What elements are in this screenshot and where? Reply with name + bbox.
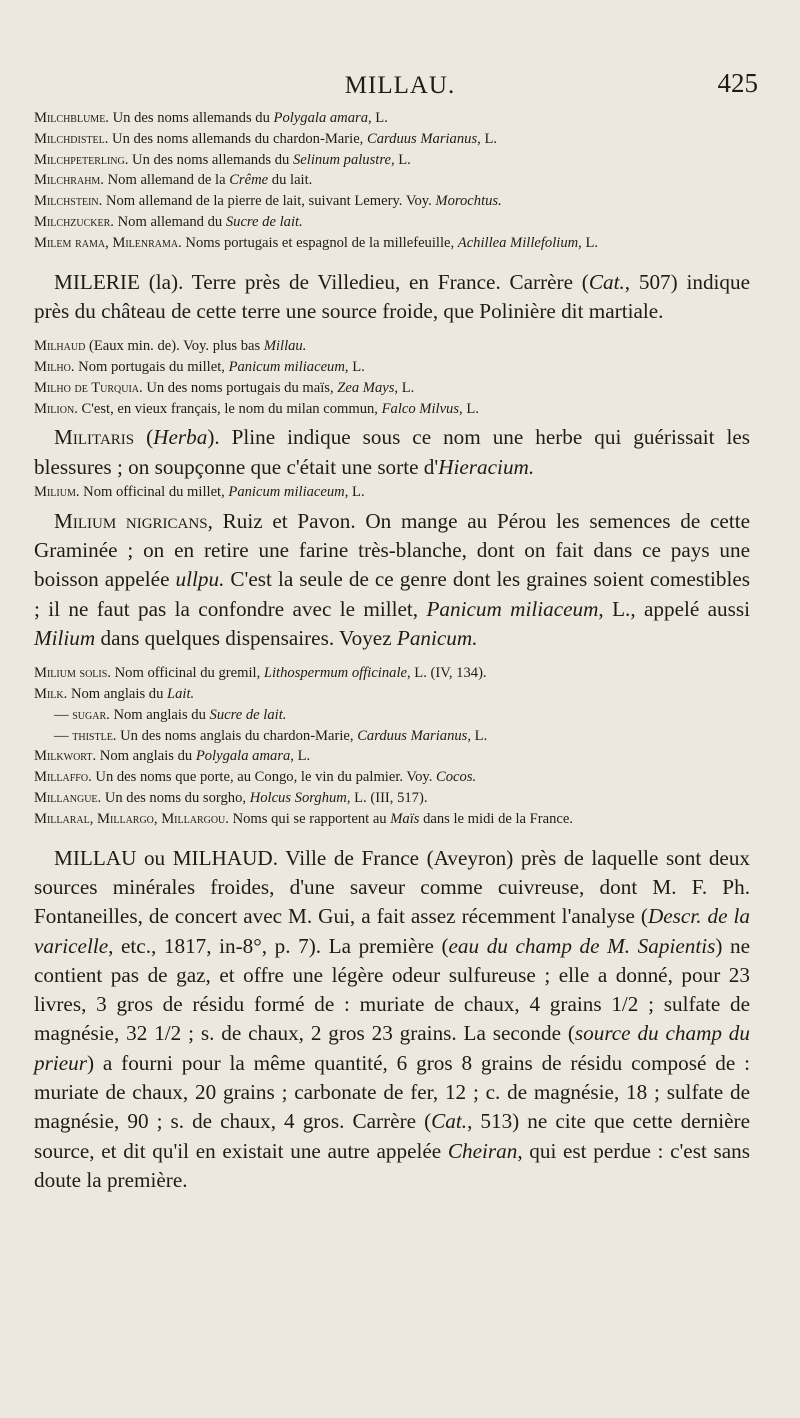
entry-milk-sugar bbox=[34, 705, 750, 726]
entry-text: Un des noms du sorgho, bbox=[101, 790, 250, 807]
headword: Milchdistel. bbox=[34, 130, 109, 147]
entry-tail: , L. bbox=[390, 151, 411, 168]
entry-text: C'est, en vieux français, le nom du milan commun, bbox=[77, 400, 382, 417]
headword: Militaris bbox=[54, 425, 135, 450]
entry-text-3: , L., appelé aussi bbox=[598, 596, 751, 621]
headword: MILLAU ou MILHAUD. bbox=[54, 845, 279, 870]
entry-text: Un des noms allemands du bbox=[108, 110, 274, 126]
entry-italic: Descr. de la varicelle bbox=[34, 904, 750, 958]
entry-milchstein bbox=[34, 191, 750, 212]
entry-italic: Carduus Marianus bbox=[366, 130, 478, 147]
headword: Milk. bbox=[34, 686, 68, 703]
entry-italic: Holcus Sorghum bbox=[249, 790, 347, 807]
entry-text-3: ) ne contient pas de gaz, et offre une légère odeur sulfureuse ; elle a donné, pour 23 livres, 3 gros de résidu formé de : muriate de chaux, 4 grains 1/2 ; sulfate de magnésie, 32 1/2 ; s. de chaux, 2 gros 23 grains. La seconde ( bbox=[34, 933, 750, 1046]
entry-italic: Achillea Millefolium bbox=[457, 234, 579, 251]
entry-text: , Ruiz et Pavon. On mange au Pérou les semences de cette Graminée ; on en retire une farine très-blanche, dont on fait dans ce pays une boisson appelée bbox=[34, 508, 750, 592]
headword: Milchblume. bbox=[34, 110, 109, 126]
entry-milium bbox=[34, 482, 750, 503]
entry-millaffo bbox=[34, 767, 750, 788]
dictionary-text bbox=[34, 108, 750, 1195]
separator-2: , bbox=[153, 810, 162, 827]
entry-milk bbox=[34, 684, 750, 705]
entry-tail: , L. bbox=[344, 483, 365, 500]
headword-2: Milenrama. bbox=[112, 234, 182, 251]
entry-text: Noms qui se rapportent au bbox=[228, 810, 391, 827]
entry-tail: , L. bbox=[344, 358, 365, 375]
entry-italic: ullpu. bbox=[175, 567, 225, 592]
entry-text: (la). Terre près de Villedieu, en France. Carrère ( bbox=[139, 269, 589, 294]
headword: Milchzucker. bbox=[34, 213, 114, 230]
entry-italic: Lait. bbox=[167, 686, 195, 703]
entry-open: ( bbox=[134, 425, 154, 450]
headword: Milion. bbox=[34, 400, 78, 417]
entry-text: Nom allemand du bbox=[113, 213, 226, 230]
entry-italic: Cocos. bbox=[436, 769, 477, 786]
entry-milem-rama bbox=[34, 233, 750, 254]
entry-millaral bbox=[34, 809, 750, 830]
headword: Millaffo. bbox=[34, 769, 92, 786]
entry-italic-3: source du champ du prieur bbox=[34, 1021, 750, 1075]
entry-italic: Herba bbox=[153, 425, 208, 450]
entry-italic-2: Panicum miliaceum bbox=[426, 596, 599, 621]
entry-text: Un des noms allemands du bbox=[128, 151, 293, 168]
entry-italic: Panicum miliaceum bbox=[228, 358, 345, 375]
entry-milho-de-turquia bbox=[34, 378, 750, 399]
entry-text: Nom anglais du bbox=[96, 748, 196, 765]
entry-tail: , L. (III, 517). bbox=[346, 790, 428, 807]
headword: Millaral bbox=[34, 810, 90, 827]
entry-milerie bbox=[34, 268, 750, 327]
entry-italic-2: Hieracium. bbox=[438, 454, 535, 479]
entry-milhaud bbox=[34, 336, 750, 357]
entry-text: . Nom anglais du bbox=[106, 706, 210, 723]
entry-text-2: , etc., 1817, in-8°, p. 7). La première ( bbox=[108, 933, 449, 958]
headword-3: Millargou. bbox=[161, 810, 229, 827]
entry-milium-solis bbox=[34, 663, 750, 684]
entry-italic: Cat. bbox=[588, 269, 625, 294]
entry-italic-4: Cat. bbox=[431, 1109, 468, 1134]
entry-tail: , L. bbox=[368, 110, 388, 126]
entry-italic: Millau. bbox=[263, 338, 307, 355]
entry-text: Nom officinal du millet, bbox=[79, 483, 229, 500]
entry-milho bbox=[34, 357, 750, 378]
headword: Milhaud bbox=[34, 338, 86, 355]
separator: , bbox=[105, 234, 113, 251]
entry-text-5: , 513) ne cite que cette dernière source, et dit qu'il en existait une autre appelée bbox=[34, 1109, 750, 1163]
entry-italic-3: Milium bbox=[34, 625, 96, 650]
entry-italic-2: eau du champ de M. Sapientis bbox=[448, 933, 716, 958]
entry-italic: Sucre de lait. bbox=[209, 706, 287, 723]
dash: — bbox=[54, 727, 73, 744]
entry-italic: Polygala amara bbox=[195, 748, 291, 765]
headword: Milchpeterling. bbox=[34, 151, 129, 168]
entry-italic: Morochtus. bbox=[435, 193, 502, 210]
entry-milchrahm bbox=[34, 170, 750, 191]
entry-italic-4: Panicum. bbox=[396, 625, 478, 650]
entry-text: Nom portugais du millet, bbox=[74, 358, 229, 375]
entry-text: Un des noms portugais du maïs, bbox=[142, 379, 338, 396]
headword: Milium. bbox=[34, 483, 80, 500]
entry-text: Un des noms allemands du chardon-Marie, bbox=[108, 130, 367, 147]
entry-millau bbox=[34, 844, 750, 1196]
separator: , bbox=[89, 810, 98, 827]
running-title: MILLAU. bbox=[344, 72, 456, 99]
entry-tail: , L. bbox=[394, 379, 415, 396]
entry-italic: Maïs bbox=[390, 810, 420, 827]
entry-text: Un des noms que porte, au Congo, le vin du palmier. Voy. bbox=[91, 769, 437, 786]
headword: MILERIE bbox=[54, 269, 140, 294]
entry-tail: , L. bbox=[477, 130, 498, 147]
entry-text: Ville de France (Aveyron) près de laquelle sont deux sources minérales froides, d'une saveur comme cuivreuse, dont M. F. Ph. Fontaneilles, de concert avec M. Gui, a fait assez récemment l'analyse ( bbox=[34, 845, 751, 929]
entry-text: ). Pline indique sous ce nom une herbe qui guérissait les blessures ; on soupçonne que c'était une sorte d' bbox=[34, 425, 750, 479]
headword: Milho. bbox=[34, 358, 75, 375]
entry-text-6: , qui est perdue : c'est sans doute la première. bbox=[34, 1138, 750, 1192]
entry-millangue bbox=[34, 788, 750, 809]
entry-milchzucker bbox=[34, 212, 750, 233]
entry-milkwort bbox=[34, 746, 750, 767]
entry-tail: , L. bbox=[467, 727, 488, 744]
entry-milchblume bbox=[34, 108, 750, 129]
entry-tail: , L. bbox=[578, 234, 599, 251]
entry-italic: Falco Milvus bbox=[381, 400, 460, 417]
entry-milk-thistle bbox=[34, 726, 750, 747]
entry-text: Nom officinal du gremil, bbox=[110, 665, 264, 682]
entry-text: Nom allemand de la pierre de lait, suivant Lemery. Voy. bbox=[102, 193, 436, 210]
entry-italic-5: Cheiran bbox=[447, 1138, 518, 1163]
entry-text-2: C'est la seule de ce genre dont les graines soient comestibles ; il ne faut pas la confondre avec le millet, bbox=[34, 567, 750, 621]
entry-militaris bbox=[34, 423, 750, 482]
headword: Milium nigricans bbox=[54, 508, 208, 533]
entry-text: Noms portugais et espagnol de la millefeuille, bbox=[181, 234, 458, 251]
entry-italic: Lithospermum officinale bbox=[263, 665, 407, 682]
entry-tail: , L. bbox=[290, 748, 311, 765]
entry-milchpeterling bbox=[34, 150, 750, 171]
entry-text: Un des noms anglais du chardon-Marie, bbox=[116, 727, 358, 744]
entry-tail: , L. (IV, 134). bbox=[407, 665, 487, 682]
entry-italic: Crême bbox=[229, 172, 269, 189]
headword: Milho de Turquia. bbox=[34, 379, 143, 396]
headword: sugar bbox=[72, 706, 107, 723]
entry-milium-nigricans bbox=[34, 507, 750, 653]
page-number: 425 bbox=[717, 68, 758, 98]
dash: — bbox=[54, 706, 73, 723]
entry-text: (Eaux min. de). Voy. plus bas bbox=[85, 338, 264, 355]
page-header bbox=[0, 68, 800, 108]
entry-milion bbox=[34, 399, 750, 420]
headword: Milkwort. bbox=[34, 748, 97, 765]
entry-tail: , L. bbox=[459, 400, 479, 417]
entry-italic: Selinum palustre bbox=[292, 151, 391, 168]
entry-italic: Sucre de lait. bbox=[225, 213, 303, 230]
entry-text-2: , 507) indique près du château de cette terre une source froide, que Polinière dit martiale. bbox=[34, 269, 751, 323]
entry-text: Nom anglais du bbox=[67, 686, 168, 703]
entry-milchdistel bbox=[34, 129, 750, 150]
headword: Milem rama bbox=[34, 234, 106, 251]
headword: Milium solis. bbox=[34, 665, 111, 682]
entry-text-4: dans quelques dispensaires. Voyez bbox=[95, 625, 397, 650]
headword: thistle. bbox=[72, 727, 117, 744]
headword: Milchstein. bbox=[34, 193, 103, 210]
entry-italic: Zea Mays bbox=[337, 379, 395, 396]
entry-italic: Panicum miliaceum bbox=[228, 483, 345, 500]
entry-tail: dans le midi de la France. bbox=[419, 810, 574, 827]
headword: Millangue. bbox=[34, 790, 102, 807]
entry-italic: Polygala amara bbox=[273, 110, 368, 126]
entry-tail: du lait. bbox=[268, 172, 313, 189]
headword: Milchrahm. bbox=[34, 172, 104, 189]
entry-italic: Carduus Marianus bbox=[357, 727, 468, 744]
entry-text: Nom allemand de la bbox=[103, 172, 230, 189]
entry-text-4: ) a fourni pour la même quantité, 6 gros 8 grains de résidu composé de : muriate de chaux, 20 grains ; carbonate de fer, 12 ; c. de magnésie, 18 ; sulfate de magnésie, 90 ; s. de chaux, 4 gros. Carrère ( bbox=[34, 1050, 750, 1134]
headword-2: Millargo bbox=[97, 810, 154, 827]
